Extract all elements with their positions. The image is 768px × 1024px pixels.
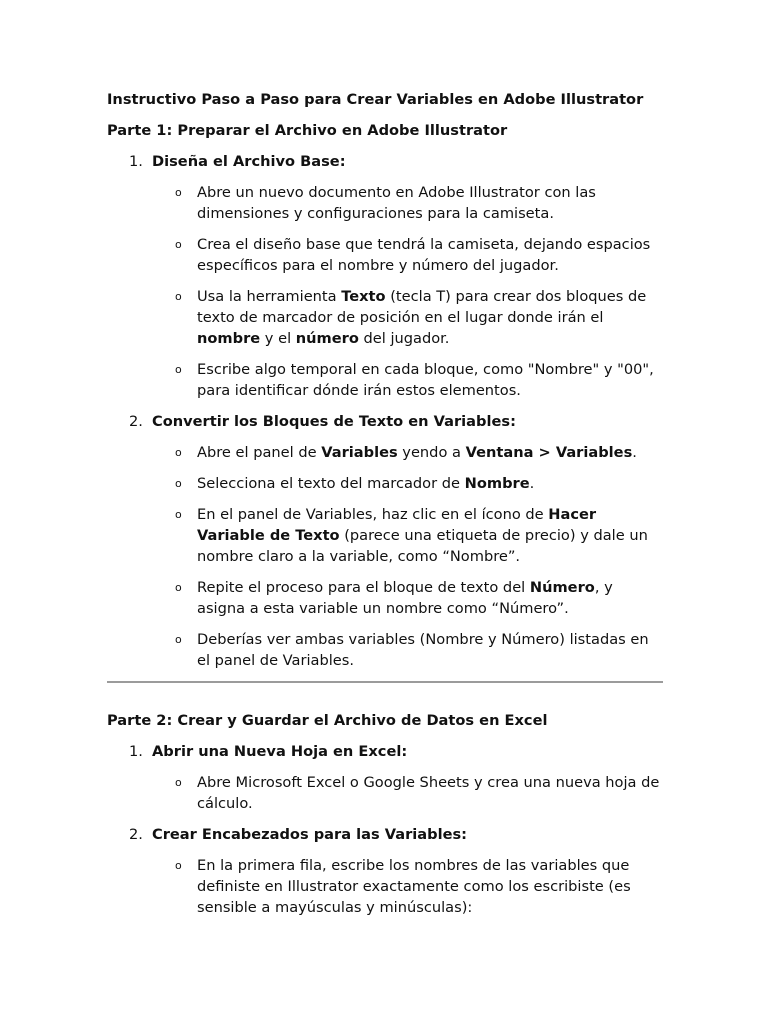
bullet-icon: o: [175, 633, 182, 646]
step-label: Abrir una Nueva Hoja en Excel:: [152, 743, 408, 760]
bullet-icon: o: [175, 290, 182, 303]
bullet-icon: o: [175, 238, 182, 251]
list-item: [107, 473, 663, 494]
list-item-text: En el panel de Variables, haz clic en el ícono de Hacer Variable de Texto (parece una etiqueta de precio) y dale un nombre claro a la variable, como “Nombre”.: [197, 506, 648, 565]
step-label: Convertir los Bloques de Texto en Variables:: [152, 413, 516, 430]
list-item-text: Deberías ver ambas variables (Nombre y Número) listadas en el panel de Variables.: [197, 631, 649, 669]
part-2-heading: Parte 2: Crear y Guardar el Archivo de Datos en Excel: [107, 712, 548, 729]
list-item-text: Usa la herramienta Texto (tecla T) para crear dos bloques de texto de marcador de posición en el lugar donde irán el nombre y el número del jugador.: [197, 288, 647, 347]
list-item: [107, 359, 663, 401]
list-item: [107, 772, 663, 814]
list-item-text: Abre el panel de Variables yendo a Ventana > Variables.: [197, 444, 637, 461]
step-number: 1.: [129, 743, 143, 760]
step-number: 2.: [129, 413, 143, 430]
step-1-2: [107, 411, 663, 432]
section-divider: [107, 681, 663, 683]
list-item-text: Escribe algo temporal en cada bloque, como "Nombre" y "00", para identificar dónde irán estos elementos.: [197, 361, 654, 399]
list-item: [107, 234, 663, 276]
bullet-icon: o: [175, 859, 182, 872]
document-content: [107, 89, 663, 928]
bullet-icon: o: [175, 477, 182, 490]
step-label: Crear Encabezados para las Variables:: [152, 826, 468, 843]
bullet-icon: o: [175, 446, 182, 459]
bullet-icon: o: [175, 186, 182, 199]
list-item-text: Abre un nuevo documento en Adobe Illustrator con las dimensiones y configuraciones para la camiseta.: [197, 184, 596, 222]
list-item: [107, 442, 663, 463]
list-item-text: Crea el diseño base que tendrá la camiseta, dejando espacios específicos para el nombre y número del jugador.: [197, 236, 651, 274]
part-1-heading: Parte 1: Preparar el Archivo en Adobe Illustrator: [107, 122, 508, 139]
step-2-2: [107, 824, 663, 845]
document-title: Instructivo Paso a Paso para Crear Variables en Adobe Illustrator: [107, 91, 644, 108]
bullet-icon: o: [175, 776, 182, 789]
list-item: [107, 855, 663, 918]
bullet-icon: o: [175, 581, 182, 594]
bullet-icon: o: [175, 363, 182, 376]
list-item-text: Abre Microsoft Excel o Google Sheets y crea una nueva hoja de cálculo.: [197, 774, 660, 812]
step-1-1: [107, 151, 663, 172]
step-number: 2.: [129, 826, 143, 843]
list-item: [107, 182, 663, 224]
list-item: [107, 629, 663, 671]
list-item-text: Selecciona el texto del marcador de Nombre.: [197, 475, 535, 492]
bullet-icon: o: [175, 508, 182, 521]
list-item-text: Repite el proceso para el bloque de texto del Número, y asigna a esta variable un nombre como “Número”.: [197, 579, 613, 617]
step-label: Diseña el Archivo Base:: [152, 153, 346, 170]
list-item: [107, 504, 663, 567]
step-number: 1.: [129, 153, 143, 170]
list-item: [107, 286, 663, 349]
list-item-text: En la primera fila, escribe los nombres de las variables que definiste en Illustrator exactamente como los escribiste (es sensible a mayúsculas y minúsculas):: [197, 857, 631, 916]
list-item: [107, 577, 663, 619]
step-2-1: [107, 741, 663, 762]
